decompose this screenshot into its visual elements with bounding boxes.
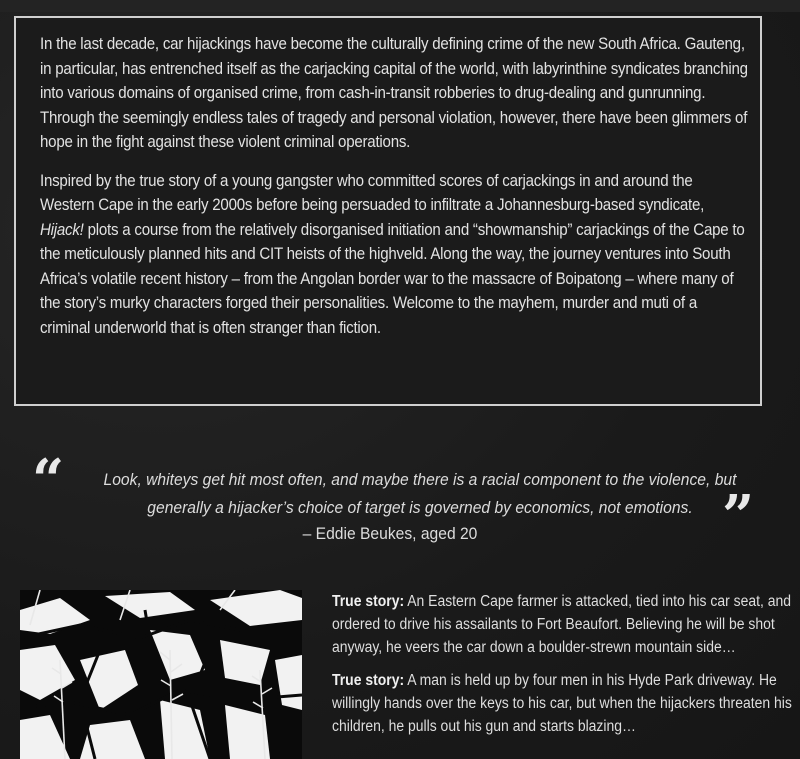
- quote-attribution: – Eddie Beukes, aged 20: [302, 524, 478, 543]
- true-stories: [332, 590, 792, 738]
- shattered-glass-icon: [20, 590, 302, 759]
- blurb-paragraph-2: [40, 169, 748, 341]
- blurb-box: [14, 16, 762, 406]
- shattered-glass-image: [20, 590, 302, 759]
- open-quote-icon: “: [32, 447, 65, 513]
- top-edge: [0, 0, 800, 12]
- story-2: [332, 669, 796, 738]
- story-1: [332, 590, 796, 659]
- story-2-text: A man is held up by four men in his Hyde Park driveway. He willingly hands over the keys to his car, but when the hijackers threaten his children, he pulls out his gun and starts blazing…: [332, 672, 792, 735]
- blurb-paragraph-2-rest: plots a course from the relatively disorganised initiation and “showmanship” carjackings of the Cape to the meticulously planned hits and CIT heists of the highveld. Along the way, the journey ventures into South Africa’s volatile recent history – from the Angolan border war to the massacre of Boipatong – where many of the story’s murky characters forged their personalities. Welcome to the mayhem, murder and muti of a criminal underworld that is often stranger than fiction.: [40, 220, 745, 337]
- blurb-paragraph-1: In the last decade, car hijackings have become the culturally defining crime of the new South Africa. Gauteng, in particular, has entrenched itself as the carjacking capital of the world, with labyrinthine syndicates branching into various domains of organised crime, from cash-in-transit robberies to drug-dealing and gunrunning. Through the seemingly endless tales of tragedy and personal violation, however, there have been glimmers of hope in the fight against these violent criminal operations.: [40, 35, 748, 151]
- blurb-paragraph-2-start: Inspired by the true story of a young gangster who committed scores of carjackings in and around the Western Cape in the early 2000s before being persuaded to infiltrate a Johannesburg-based syndicate,: [40, 171, 705, 214]
- close-quote-icon: ”: [722, 483, 755, 549]
- story-1-text: An Eastern Cape farmer is attacked, tied into his car seat, and ordered to drive his assailants to Fort Beaufort. Believing he will be shot anyway, he veers the car down a boulder-strewn mountain side…: [332, 593, 792, 656]
- story-1-label: True story:: [332, 593, 405, 610]
- book-title: Hijack!: [40, 220, 84, 239]
- pull-quote: [30, 447, 770, 562]
- quote-text: Look, whiteys get hit most often, and maybe there is a racial component to the violence, but generally a hijacker’s choice of target is governed by economics, not emotions.: [103, 470, 737, 517]
- story-2-label: True story:: [332, 672, 405, 689]
